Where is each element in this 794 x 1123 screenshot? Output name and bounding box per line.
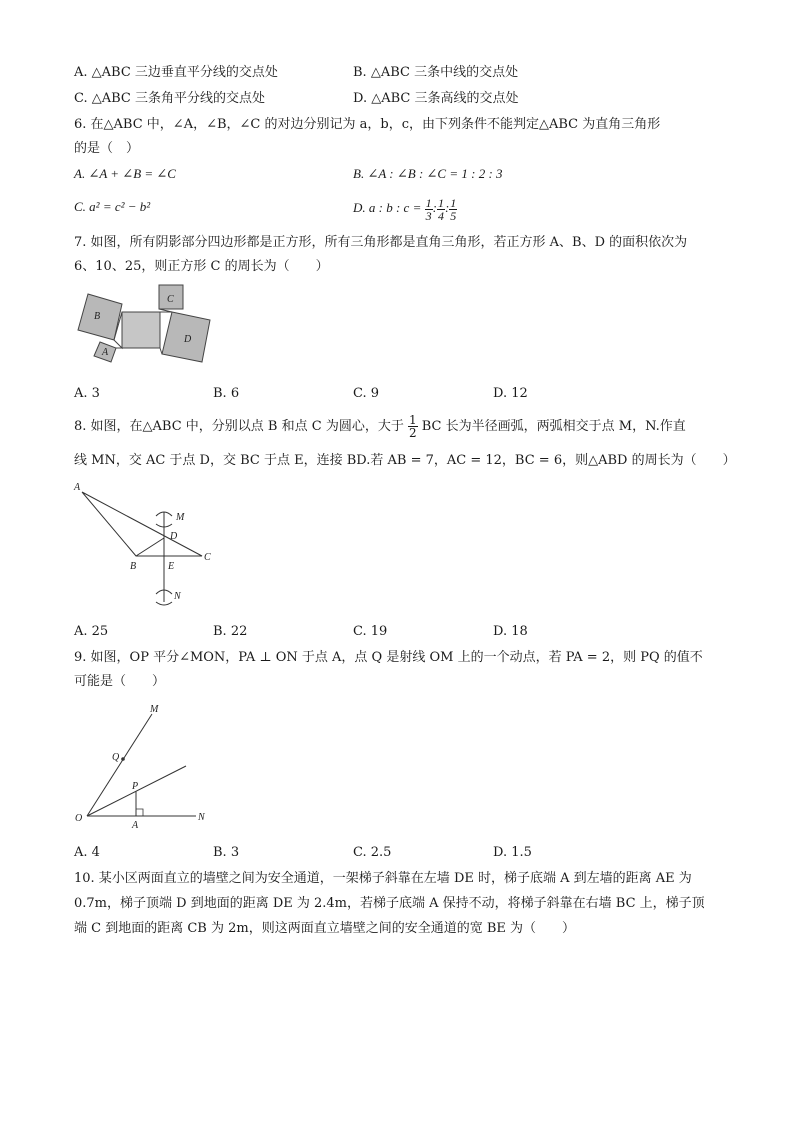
- q7-option-c: C. 9: [353, 386, 380, 401]
- q7-stem-line2: 6、10、25，则正方形 C 的周长为（ ）: [74, 259, 329, 274]
- q6-fraction-1: $\frac{1}{3}$: [425, 195, 432, 223]
- q9-angle-figure: [70, 700, 215, 830]
- q8-option-a: A. 25: [74, 624, 109, 639]
- q6-option-b: B. ∠A : ∠B : ∠C = 1 : 2 : 3: [353, 166, 503, 181]
- q8-option-b: B. 22: [213, 624, 248, 639]
- q8-label-e: E: [168, 561, 175, 572]
- q7-option-a: A. 3: [74, 386, 100, 401]
- q8-stem-line1: [74, 412, 686, 442]
- q6-fraction-2: $\frac{1}{4}$: [437, 195, 444, 223]
- q9-label-m: M: [150, 704, 159, 715]
- q8-label-b: B: [130, 561, 137, 572]
- q7-label-c: C: [167, 294, 174, 305]
- q7-option-d: D. 12: [493, 386, 528, 401]
- q6-option-d: D. a : b : c = $\frac{1}{3}$ : $\frac{1}{4}$ : $\frac{1}{5}$: [353, 195, 457, 223]
- q9-stem-line2: 可能是（ ）: [74, 674, 166, 689]
- q10-stem-line2: 0.7m，梯子顶端 D 到地面的距离 DE 为 2.4m，若梯子底端 A 保持不动，将梯子斜靠在右墙 BC 上，梯子顶: [74, 896, 705, 911]
- q8-triangle-figure: [70, 478, 220, 608]
- q9-option-b: B. 3: [213, 845, 240, 860]
- q8-label-d: D: [170, 531, 178, 542]
- q6-option-d-prefix: D. a : b : c =: [353, 200, 422, 215]
- q9-option-d: D. 1.5: [493, 845, 532, 860]
- q5-option-a: A. △ABC 三边垂直平分线的交点处: [74, 65, 278, 80]
- q8-option-d: D. 18: [493, 624, 528, 639]
- q6-fraction-3: $\frac{1}{5}$: [450, 195, 457, 223]
- q8-option-c: C. 19: [353, 624, 388, 639]
- q8-label-c: C: [204, 552, 211, 563]
- q8-stem-line1-b: BC 长为半径画弧，两弧相交于点 M，N.作直: [421, 419, 686, 434]
- q8-fraction-half: $\frac{1}{2}$: [408, 413, 417, 440]
- q8-label-n: N: [174, 591, 181, 602]
- q10-stem-line3: 端 C 到地面的距离 CB 为 2m，则这两面直立墙壁之间的安全通道的宽 BE 为（ ）: [74, 921, 576, 936]
- q6-option-a: A. ∠A + ∠B = ∠C: [74, 166, 176, 181]
- q8-stem-line2: 线 MN，交 AC 于点 D，交 BC 于点 E，连接 BD.若 AB = 7，AC = 12，BC = 6，则△ABD 的周长为（ ）: [74, 453, 736, 468]
- q9-label-n: N: [198, 812, 205, 823]
- q8-stem-line1-a: 8. 如图，在△ABC 中，分别以点 B 和点 C 为圆心，大于: [74, 419, 404, 434]
- q8-label-a: A: [74, 482, 81, 493]
- q5-option-c: C. △ABC 三条角平分线的交点处: [74, 91, 266, 106]
- q9-stem-line1: 9. 如图，OP 平分∠MON，PA ⊥ ON 于点 A，点 Q 是射线 OM 上的一个动点，若 PA = 2，则 PQ 的值不: [74, 650, 703, 665]
- q9-option-c: C. 2.5: [353, 845, 392, 860]
- q9-label-q: Q: [112, 752, 120, 763]
- q5-option-b: B. △ABC 三条中线的交点处: [353, 65, 519, 80]
- q8-label-m: M: [176, 512, 185, 523]
- q7-label-a: A: [102, 347, 109, 358]
- q5-option-d: D. △ABC 三条高线的交点处: [353, 91, 519, 106]
- q7-squares-figure: [70, 282, 235, 370]
- q7-label-b: B: [94, 311, 101, 322]
- q9-label-p: P: [132, 781, 139, 792]
- q6-stem-line2: 的是（ ）: [74, 141, 140, 156]
- q7-label-d: D: [184, 334, 192, 345]
- q7-stem-line1: 7. 如图，所有阴影部分四边形都是正方形，所有三角形都是直角三角形，若正方形 A、B、D 的面积依次为: [74, 235, 688, 250]
- q10-stem-line1: 10. 某小区两面直立的墙壁之间为安全通道，一架梯子斜靠在左墙 DE 时，梯子底端 A 到左墙的距离 AE 为: [74, 871, 692, 886]
- center-square: [122, 312, 160, 348]
- q7-option-b: B. 6: [213, 386, 240, 401]
- q9-label-o: O: [75, 813, 83, 824]
- q6-option-c: C. a² = c² − b²: [74, 199, 151, 214]
- q9-label-a: A: [132, 820, 139, 830]
- q9-option-a: A. 4: [74, 845, 100, 860]
- q6-stem-line1: 6. 在△ABC 中，∠A，∠B，∠C 的对边分别记为 a，b，c，由下列条件不能判定△ABC 为直角三角形: [74, 117, 661, 132]
